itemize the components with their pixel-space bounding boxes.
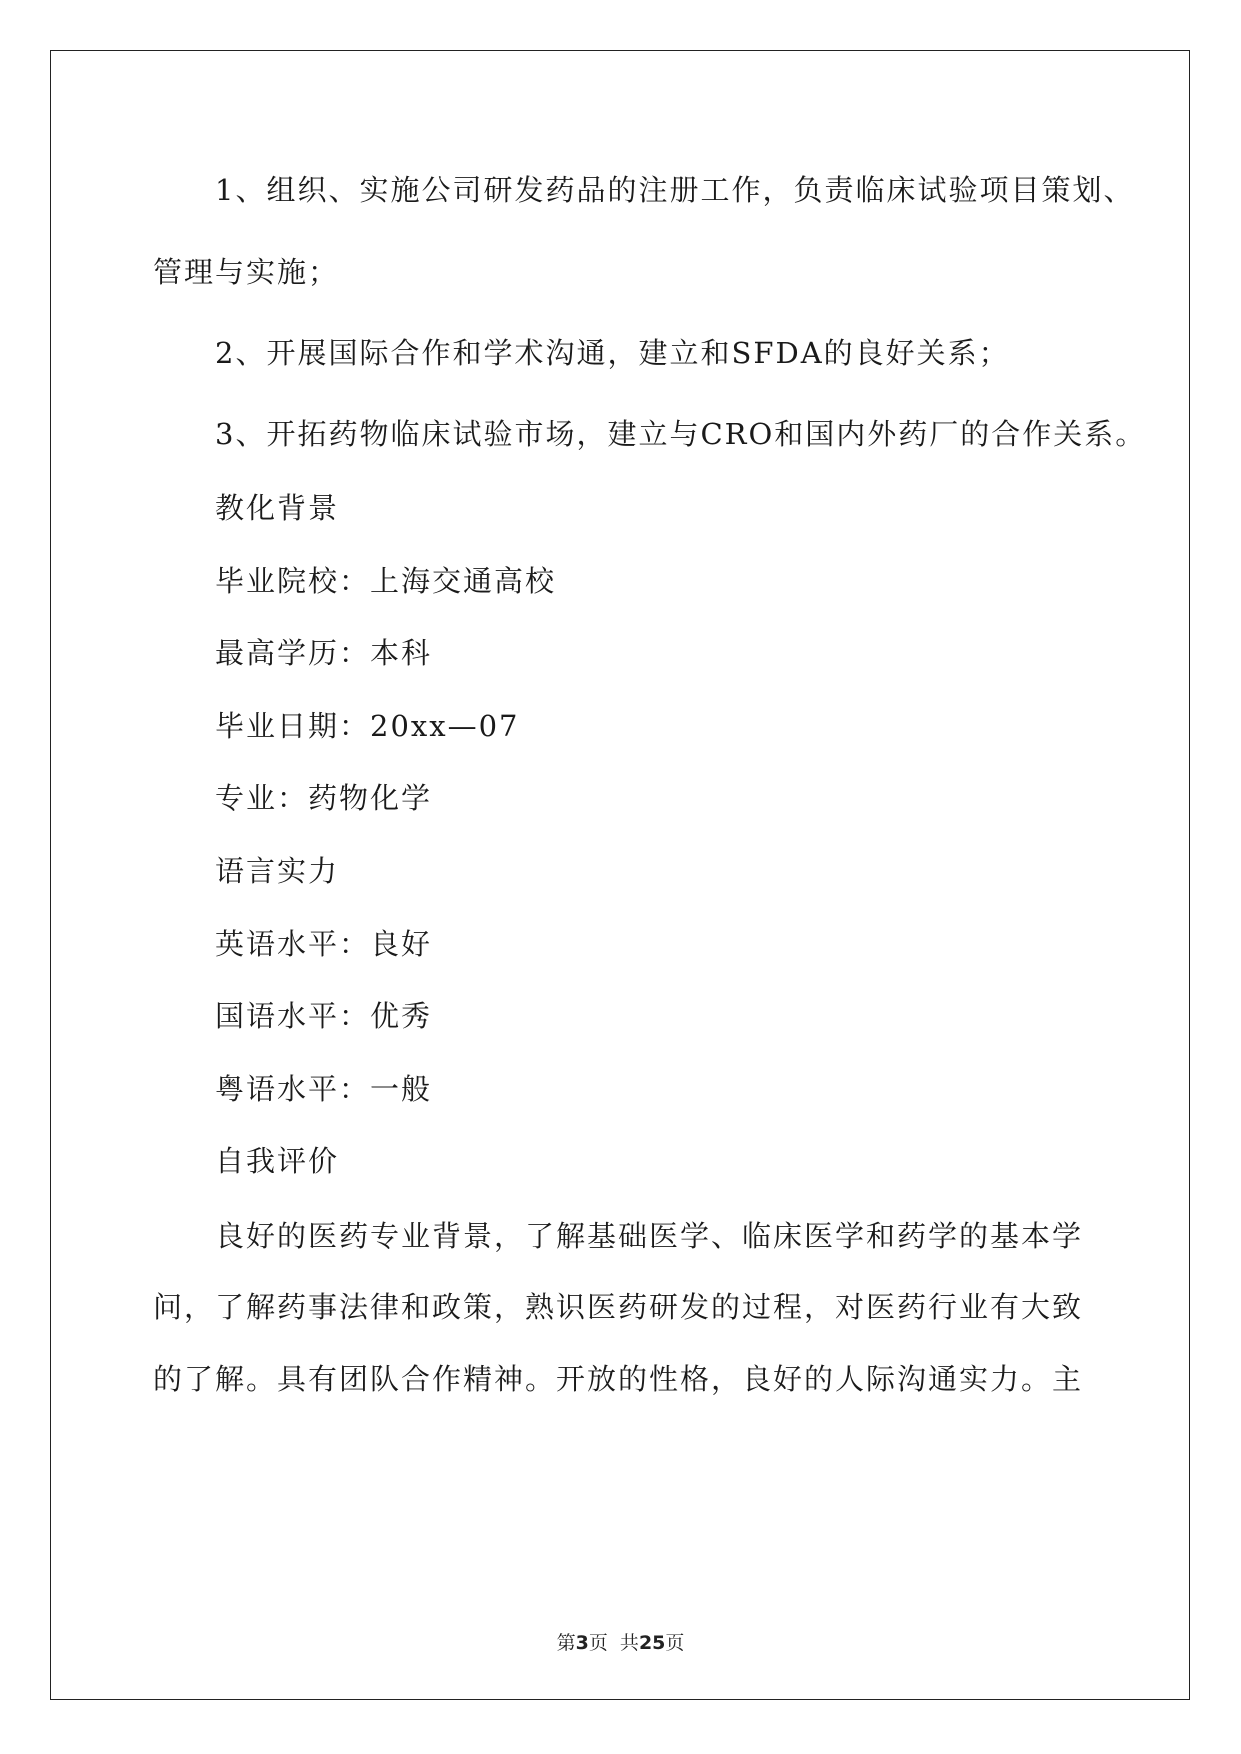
field-line: 粤语水平：一般 [215, 1072, 433, 1106]
section-heading: 语言实力 [215, 854, 340, 888]
field-line: 专业：药物化学 [215, 781, 433, 815]
footer-total-pages: 25 [638, 1632, 666, 1654]
field-line: 英语水平：良好 [215, 927, 433, 961]
footer-page-prefix: 第 [556, 1632, 576, 1654]
footer-page-suffix: 页 [665, 1632, 685, 1654]
paragraph-line: 1、组织、实施公司研发药品的注册工作，负责临床试验项目策划、 [215, 173, 1135, 207]
paragraph-line: 3、开拓药物临床试验市场，建立与CRO和国内外药厂的合作关系。 [215, 417, 1147, 451]
paragraph-line: 管理与实施； [153, 255, 340, 289]
paragraph-line: 良好的医药专业背景，了解基础医学、临床医学和药学的基本学 [215, 1219, 1084, 1253]
footer-page-number: 3 [575, 1632, 589, 1654]
field-line: 毕业日期：20xx—07 [215, 709, 520, 743]
paragraph-line: 2、开展国际合作和学术沟通，建立和SFDA的良好关系； [215, 336, 1010, 370]
field-line: 毕业院校：上海交通高校 [215, 564, 557, 598]
paragraph-line: 问，了解药事法律和政策，熟识医药研发的过程，对医药行业有大致 [153, 1290, 1084, 1324]
page-footer [0, 1628, 1241, 1655]
paragraph-line: 的了解。具有团队合作精神。开放的性格，良好的人际沟通实力。主 [153, 1362, 1084, 1396]
section-heading: 自我评价 [215, 1144, 340, 1178]
section-heading: 教化背景 [215, 491, 340, 525]
footer-page-mid: 页 共 [588, 1632, 639, 1654]
field-line: 最高学历：本科 [215, 636, 433, 670]
field-line: 国语水平：优秀 [215, 999, 433, 1033]
